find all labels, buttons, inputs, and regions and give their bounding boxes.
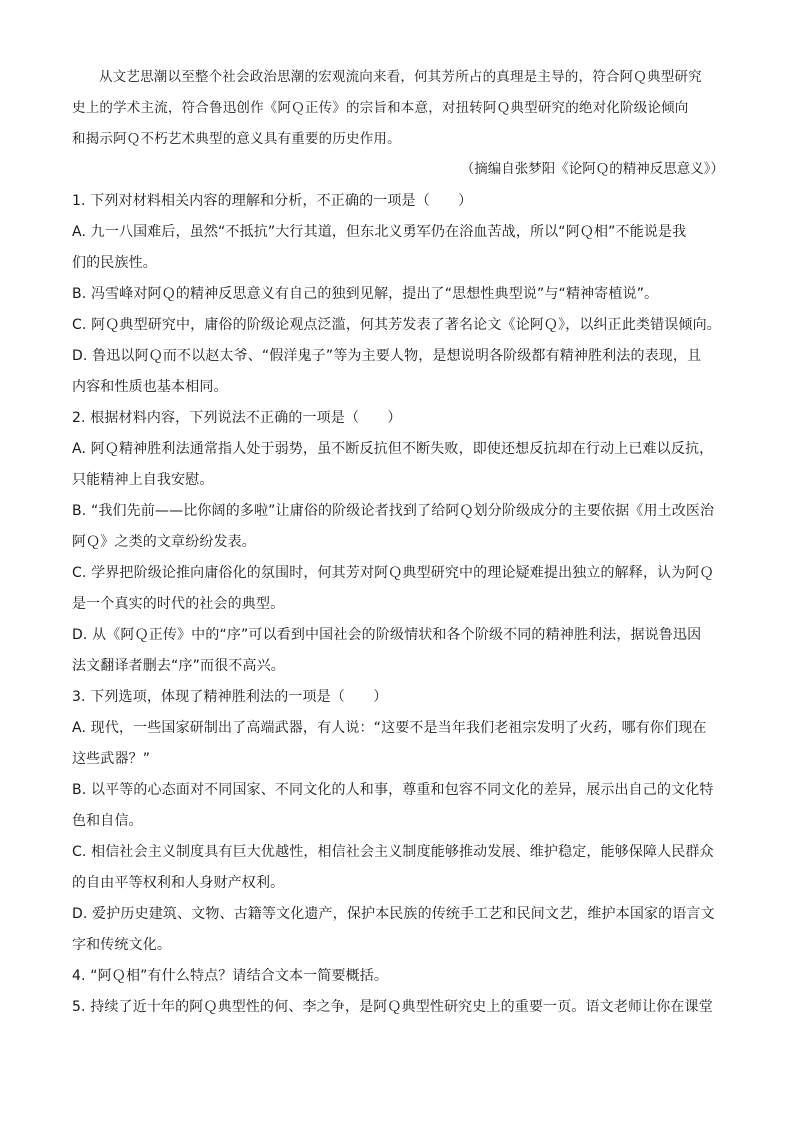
option-d-line: D. 从《阿Ｑ正传》中的“序”可以看到中国社会的阶级情状和各个阶级不同的精神胜利法，据说鲁迅因 (72, 627, 702, 643)
option-c-line: C. 相信社会主义制度具有巨大优越性，相信社会主义制度能够推动发展、维护稳定，能够保障人民群众 (72, 844, 714, 860)
passage-excerpt (72, 62, 728, 155)
option-a-line: A. 九一八国难后，虽然“不抵抗”大行其道，但东北义勇军仍在浴血苦战，所以“阿Ｑ相”不能说是我 (72, 224, 687, 240)
option-b-line: 阿Ｑ》之类的文章纷纷发表。 (72, 534, 256, 550)
option-c-line: C. 阿Ｑ典型研究中，庸俗的阶级论观点泛滥，何其芳发表了著名论文《论阿Ｑ》，以纠正此类错误倾向。 (72, 317, 721, 333)
question-stem: 3. 下列选项，体现了精神胜利法的一项是（ ） (72, 689, 388, 705)
option-b-line: B. 以平等的心态面对不同国家、不同文化的人和事，尊重和包容不同文化的差异，展示出自己的文化特 (72, 782, 714, 798)
question-5 (72, 992, 722, 1023)
option-d-line: 内容和性质也基本相同。 (72, 379, 228, 395)
question-1 (72, 186, 722, 403)
option-b-line: B. 冯雪峰对阿Ｑ的精神反思意义有自己的独到见解，提出了“思想性典型说”与“精神寄植说”。 (72, 286, 659, 302)
option-c-line: C. 学界把阶级论推向庸俗化的氛围时，何其芳对阿Ｑ典型研究中的理论疑难提出独立的解释，认为阿Ｑ (72, 565, 714, 581)
passage-source-citation: （摘编自张梦阳《论阿Ｑ的精神反思意义》） (460, 161, 724, 177)
question-stem: 1. 下列对材料相关内容的理解和分析，不正确的一项是（ ） (72, 193, 473, 209)
option-d-line: D. 爱护历史建筑、文物、古籍等文化遗产，保护本民族的传统手工艺和民间文艺，维护本国家的语言文 (72, 906, 715, 922)
question-4 (72, 961, 722, 992)
question-list (72, 186, 722, 1023)
passage-line: 从文艺思潮以至整个社会政治思潮的宏观流向来看，何其芳所占的真理是主导的，符合阿Ｑ典型研究 (99, 69, 702, 85)
option-d-line: D. 鲁迅以阿Ｑ而不以赵太爷、“假洋鬼子”等为主要人物，是想说明各阶级都有精神胜利法的表现，且 (72, 348, 702, 364)
option-a-line: 这些武器？” (72, 751, 151, 767)
option-a-line: 们的民族性。 (72, 255, 157, 271)
passage-paragraph (72, 62, 728, 155)
option-b-line: B. “我们先前——比你阔的多啦”让庸俗的阶级论者找到了给阿Ｑ划分阶级成分的主要依据《用土改医治 (72, 503, 715, 519)
option-a-line: 只能精神上自我安慰。 (72, 472, 214, 488)
question-stem: 4. “阿Ｑ相”有什么特点？请结合文本一简要概括。 (72, 968, 389, 984)
option-a-line: A. 阿Ｑ精神胜利法通常指人处于弱势，虽不断反抗但不断失败，即使还想反抗却在行动上已难以反抗， (72, 441, 714, 457)
question-2 (72, 403, 722, 682)
option-d-line: 字和传统文化。 (72, 937, 172, 953)
passage-line: 和揭示阿Ｑ不朽艺术典型的意义具有重要的历史作用。 (72, 131, 401, 147)
passage-line: 史上的学术主流，符合鲁迅创作《阿Ｑ正传》的宗旨和本意，对扭转阿Ｑ典型研究的绝对化阶级论倾向 (72, 100, 689, 116)
option-c-line: 的自由平等权利和人身财产权利。 (72, 875, 285, 891)
option-a-line: A. 现代，一些国家研制出了高端武器，有人说：“这要不是当年我们老祖宗发明了火药，哪有你们现在 (72, 720, 707, 736)
question-stem: 5. 持续了近十年的阿Ｑ典型性的何、李之争，是阿Ｑ典型性研究史上的重要一页。语文老师让你在课堂 (72, 999, 713, 1015)
option-d-line: 法文翻译者删去“序”而很不高兴。 (72, 658, 285, 674)
question-stem: 2. 根据材料内容，下列说法不正确的一项是（ ） (72, 410, 402, 426)
question-3 (72, 682, 722, 961)
option-c-line: 是一个真实的时代的社会的典型。 (72, 596, 285, 612)
option-b-line: 色和自信。 (72, 813, 143, 829)
